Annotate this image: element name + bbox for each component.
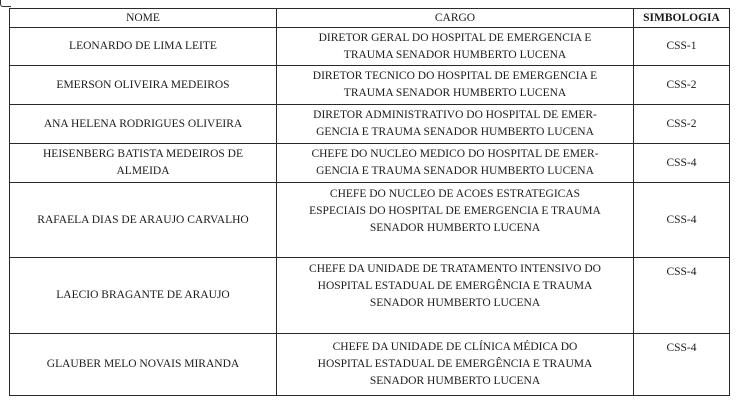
cargo-line: DIRETOR GERAL DO HOSPITAL DE EMERGENCIA E (318, 31, 592, 44)
cell-cargo (277, 144, 634, 183)
cargo-line: SENADOR HUMBERTO LUCENA (369, 375, 541, 387)
cell-cargo (277, 105, 634, 144)
cargo-line: TRAUMA SENADOR HUMBERTO LUCENA (343, 48, 567, 61)
header-cargo: CARGO (277, 9, 634, 28)
cell-nome: RAFAELA DIAS DE ARAUJO CARVALHO (10, 183, 277, 258)
table-row (10, 334, 730, 396)
staff-roster-table (9, 8, 730, 396)
table-row (10, 105, 730, 144)
cargo-line: TRAUMA SENADOR HUMBERTO LUCENA (343, 87, 567, 99)
cell-nome: ANA HELENA RODRIGUES OLIVEIRA (10, 105, 277, 144)
cargo-line: CHEFE DA UNIDADE DE CLÍNICA MÉDICA DO (332, 341, 578, 353)
cell-cargo (277, 183, 634, 258)
cargo-line: HOSPITAL ESTADUAL DE EMERGÊNCIA E TRAUMA (317, 358, 593, 370)
header-row (10, 9, 730, 28)
cargo-line: SENADOR HUMBERTO LUCENA (369, 297, 541, 309)
table-row (10, 258, 730, 334)
cargo-line: CHEFE DA UNIDADE DE TRATAMENTO INTENSIVO DO (309, 263, 601, 275)
cargo-line: CHEFE DO NUCLEO MEDICO DO HOSPITAL DE EMER- (311, 148, 599, 160)
cell-simbologia: CSS-4 (634, 334, 730, 396)
table-row (10, 183, 730, 258)
cargo-line: DIRETOR TECNICO DO HOSPITAL DE EMERGENCIA E (312, 70, 598, 82)
cell-cargo (277, 66, 634, 105)
cargo-line: GENCIA E TRAUMA SENADOR HUMBERTO LUCENA (316, 165, 594, 177)
cell-nome: EMERSON OLIVEIRA MEDEIROS (10, 66, 277, 105)
header-simbologia: SIMBOLOGIA (634, 9, 730, 28)
cargo-line: SENADOR HUMBERTO LUCENA (369, 222, 541, 234)
table-row (10, 28, 730, 66)
header-nome: NOME (10, 9, 277, 28)
cell-simbologia: CSS-2 (634, 105, 730, 144)
cell-nome: LAECIO BRAGANTE DE ARAUJO (10, 258, 277, 334)
cell-simbologia: CSS-4 (634, 144, 730, 183)
cell-cargo (277, 258, 634, 334)
page-fragment-mark (0, 0, 11, 7)
nome-line: HEISENBERG BATISTA MEDEIROS DE (42, 148, 243, 160)
cargo-line: DIRETOR ADMINISTRATIVO DO HOSPITAL DE EMER- (313, 109, 597, 121)
cargo-line: CHEFE DO NUCLEO DE ACOES ESTRATEGICAS (329, 188, 581, 200)
cell-nome: LEONARDO DE LIMA LEITE (10, 28, 277, 66)
cell-simbologia: CSS-4 (634, 183, 730, 258)
cargo-line: HOSPITAL ESTADUAL DE EMERGÊNCIA E TRAUMA (317, 280, 593, 292)
cell-nome (10, 144, 277, 183)
cell-simbologia: CSS-1 (634, 28, 730, 66)
cargo-line: GENCIA E TRAUMA SENADOR HUMBERTO LUCENA (316, 126, 594, 138)
cargo-line: ESPECIAIS DO HOSPITAL DE EMERGENCIA E TRAUMA (309, 205, 601, 217)
cell-cargo (277, 334, 634, 396)
cell-nome: GLAUBER MELO NOVAIS MIRANDA (10, 334, 277, 396)
table-row (10, 144, 730, 183)
cell-simbologia: CSS-4 (634, 258, 730, 334)
nome-line: ALMEIDA (116, 165, 170, 177)
table-row (10, 66, 730, 105)
cell-cargo (277, 28, 634, 66)
cell-simbologia: CSS-2 (634, 66, 730, 105)
